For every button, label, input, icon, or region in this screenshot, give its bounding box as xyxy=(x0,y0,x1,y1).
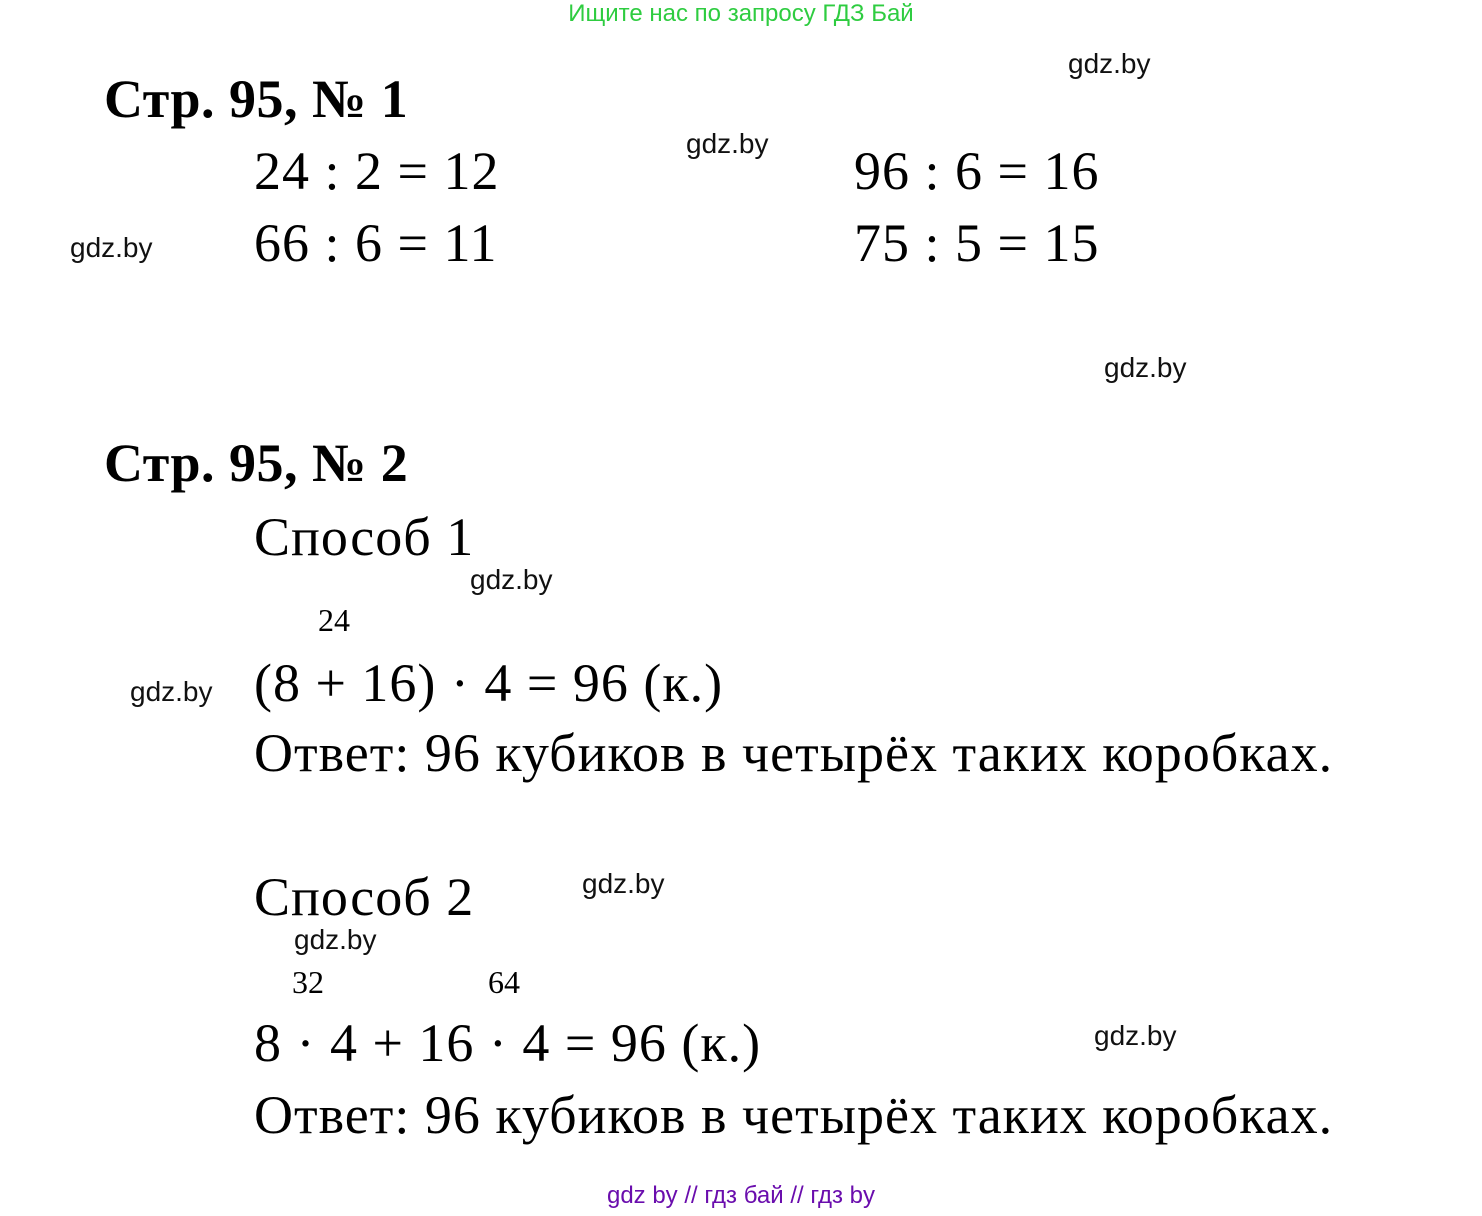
method1-annotation: 24 xyxy=(318,602,350,638)
method2-title: Способ 2 xyxy=(254,867,475,927)
watermark: gdz.by xyxy=(70,232,153,263)
equation-66-div-6: 66 : 6 = 11 xyxy=(254,213,498,273)
equation-96-div-6: 96 : 6 = 16 xyxy=(854,141,1100,201)
method1-answer: Ответ: 96 кубиков в четырёх таких коробках. xyxy=(254,723,1334,783)
promo-banner[interactable]: Ищите нас по запросу ГДЗ Бай xyxy=(568,0,914,27)
method2-annotation-32: 32 xyxy=(292,964,324,1000)
watermark: gdz.by xyxy=(470,564,553,595)
task2-heading: Стр. 95, № 2 xyxy=(104,433,409,493)
watermark: gdz.by xyxy=(130,676,213,707)
equation-24-div-2: 24 : 2 = 12 xyxy=(254,141,500,201)
method1-expression: (8 + 16) · 4 = 96 (к.) xyxy=(254,653,724,713)
watermark: gdz.by xyxy=(1068,48,1151,79)
watermark: gdz.by xyxy=(1104,352,1187,383)
method2-answer: Ответ: 96 кубиков в четырёх таких коробках. xyxy=(254,1085,1334,1145)
method2-expression: 8 · 4 + 16 · 4 = 96 (к.) xyxy=(254,1013,762,1073)
watermark: gdz.by xyxy=(294,924,377,955)
method2-annotation-64: 64 xyxy=(488,964,520,1000)
watermark: gdz.by xyxy=(1094,1020,1177,1051)
equation-75-div-5: 75 : 5 = 15 xyxy=(854,213,1100,273)
method1-title: Способ 1 xyxy=(254,507,475,567)
task1-heading: Стр. 95, № 1 xyxy=(104,69,409,129)
footer-links[interactable]: gdz by // гдз бай // гдз by xyxy=(606,1182,876,1209)
watermark: gdz.by xyxy=(686,128,769,159)
watermark: gdz.by xyxy=(582,868,665,899)
